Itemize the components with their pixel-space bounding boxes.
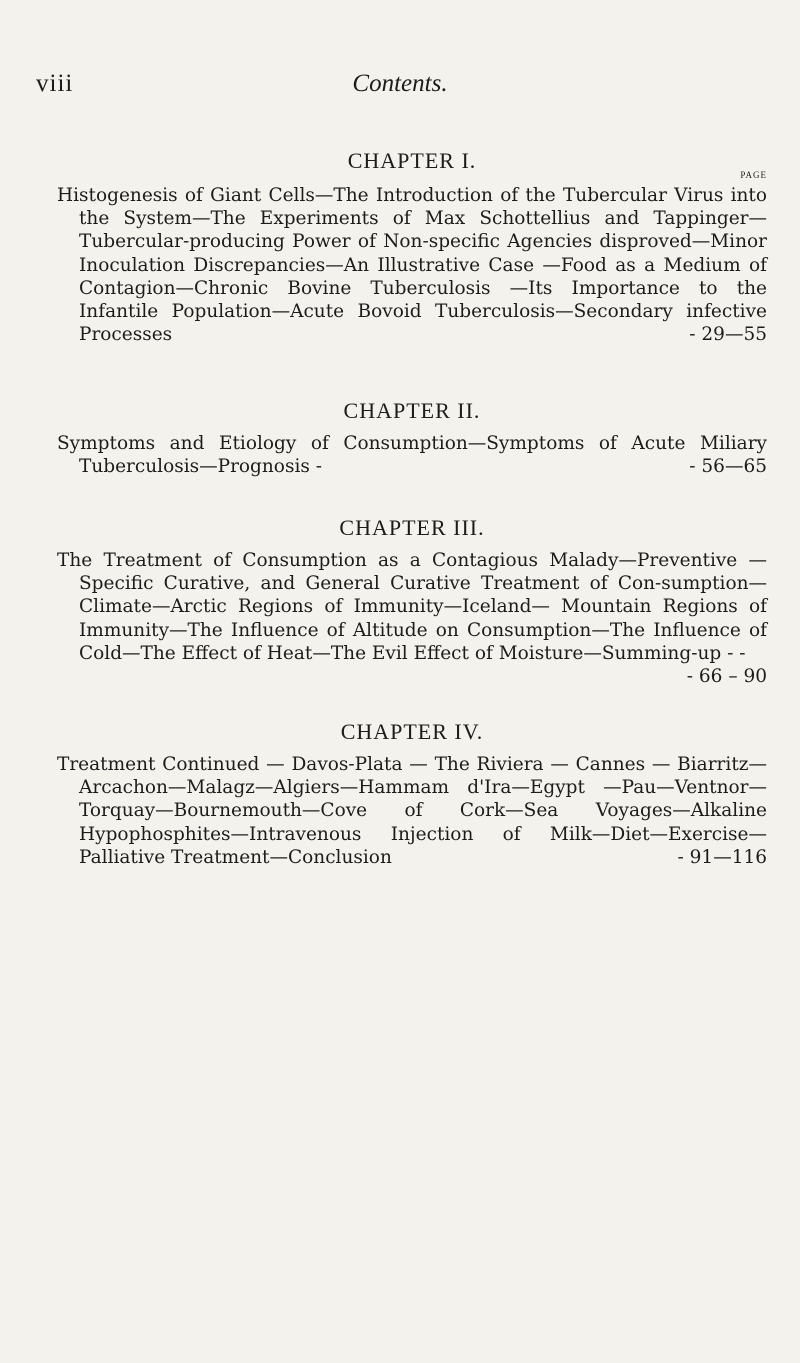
chapter-summary-text: Symptoms and Etiology of Consumption—Symptoms of Acute Miliary Tuberculosis—Prognosis - <box>57 433 767 478</box>
chapter-summary <box>57 432 767 478</box>
chapter-summary-text: Histogenesis of Giant Cells—The Introduction of the Tubercular Virus into the System—The Experiments of Max Schottellius and Tappinger—Tubercular-producing Power of Non-specific Agencies disproved—Minor Inoculation Discrepancies—An Illustrative Case —Food as a Medium of Contagion—Chronic Bovine Tuberculosis —Its Importance to the Infantile Population—Acute Bovoid Tuberculosis—Secondary infective Processes <box>57 185 767 346</box>
chapter-summary <box>57 753 767 869</box>
chapter-summary-text: The Treatment of Consumption as a Contagious Malady—Preventive —Specific Curative, and General Curative Treatment of Con-sumption—Climate—Arctic Regions of Immunity—Iceland— Mountain Regions of Immunity—The Influence of Altitude on Consumption—The Influence of Cold—The Effect of Heat—The Evil Effect of Moisture—Summing-up - - <box>57 550 767 664</box>
chapter-summary <box>57 549 767 688</box>
page-number: viii <box>36 70 74 97</box>
chapter-summary-text: Treatment Continued — Davos-Plata — The Riviera — Cannes — Biarritz—Arcachon—Malagz—Algiers—Hammam d'Ira—Egypt —Pau—Ventnor—Torquay—Bournemouth—Cove of Cork—Sea Voyages—Alkaline Hypophosphites—Intravenous Injection of Milk—Diet—Exercise—Palliative Treatment—Conclusion <box>57 754 767 868</box>
page-range: - 56—65 <box>689 456 767 478</box>
running-head <box>36 70 764 110</box>
running-title: Contents. <box>352 70 448 97</box>
chapter-summary <box>57 184 767 346</box>
chapter-1 <box>57 148 767 346</box>
page-column-label: PAGE <box>740 170 767 180</box>
chapter-2 <box>57 398 767 478</box>
page-range: - 66 – 90 <box>686 666 767 688</box>
chapter-heading: CHAPTER I. <box>347 148 477 173</box>
chapter-heading: CHAPTER IV. <box>340 719 484 744</box>
page-range: - 91—116 <box>677 846 767 868</box>
chapter-4 <box>57 719 767 869</box>
page-range: - 29—55 <box>689 324 767 346</box>
chapter-3 <box>57 515 767 688</box>
chapter-heading: CHAPTER III. <box>339 515 485 540</box>
chapter-heading: CHAPTER II. <box>343 398 481 423</box>
